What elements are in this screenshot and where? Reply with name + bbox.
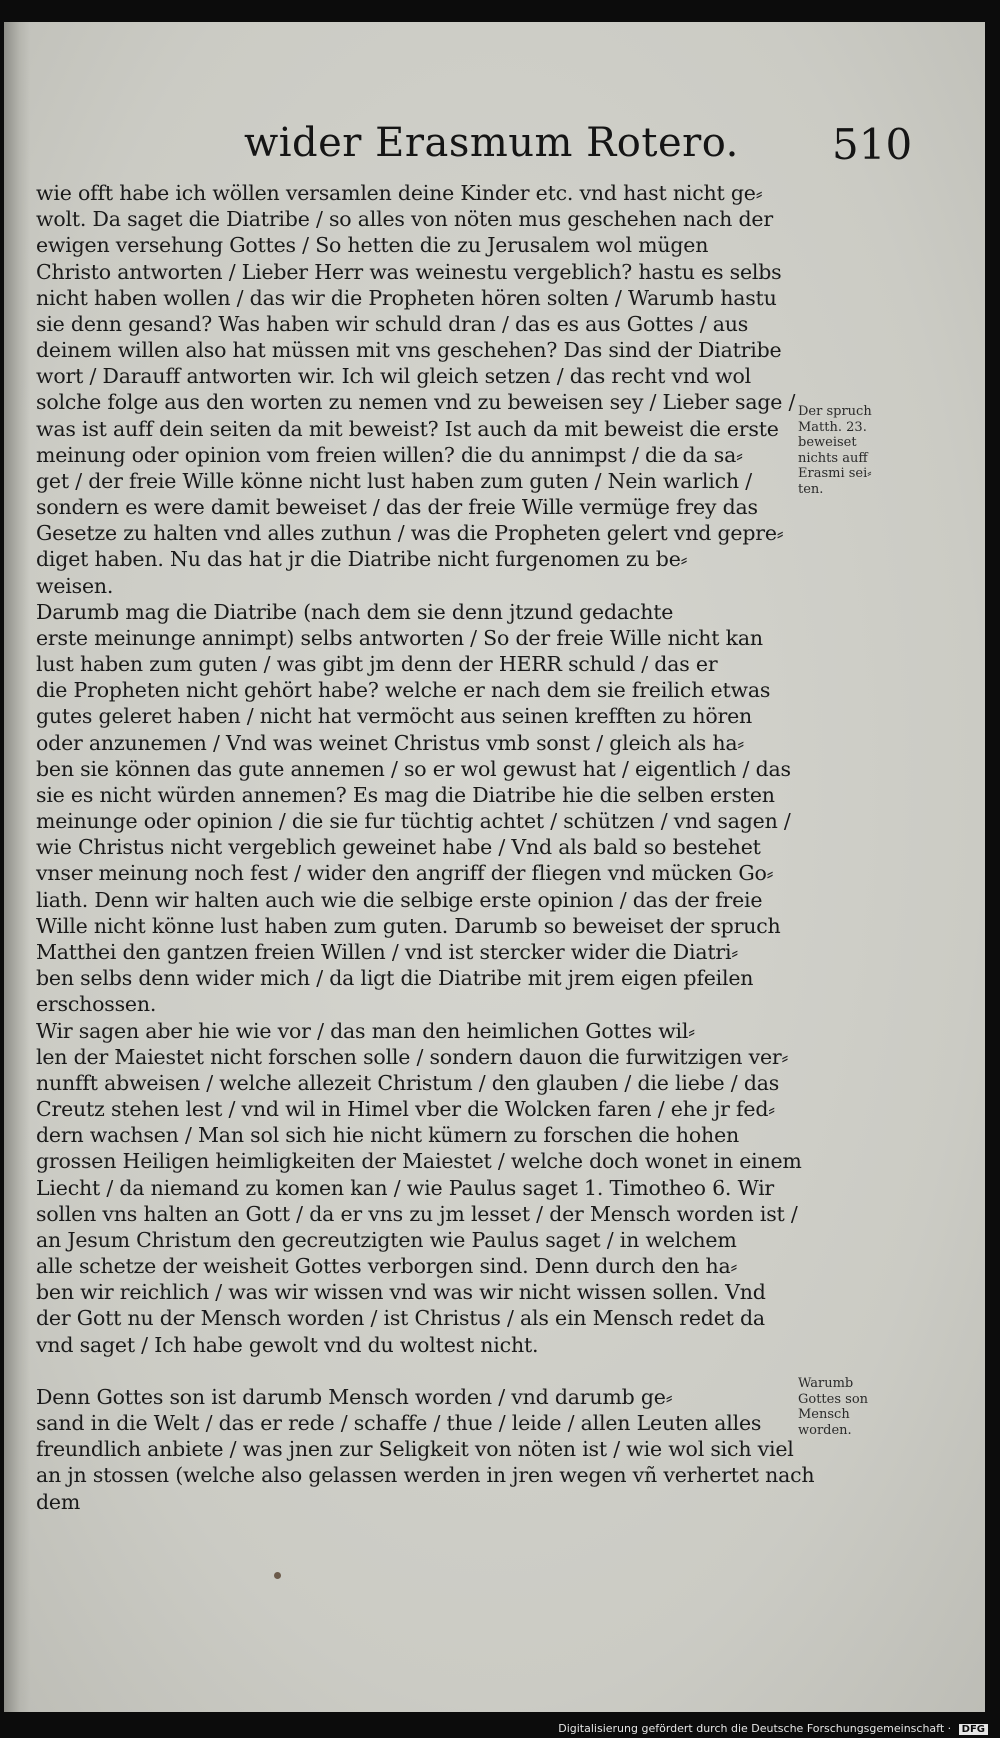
paper-stain (274, 1572, 281, 1579)
text-line: der Gott nu der Mensch worden / ist Christus / als ein Mensch redet da (36, 1306, 765, 1331)
text-line: sollen vns halten an Gott / da er vns zu jm lesset / der Mensch worden ist / (36, 1201, 798, 1226)
text-line: ewigen versehung Gottes / So hetten die zu Jerusalem wol mügen (36, 233, 709, 258)
marginal-note-line: ten. (798, 481, 824, 497)
text-line: meinunge oder opinion / die sie fur tüchtig achtet / schützen / vnd sagen / (36, 809, 791, 834)
text-line: wie offt habe ich wöllen versamlen deine Kinder etc. vnd hast nicht ge⸗ (36, 181, 763, 205)
marginal-note-line: Matth. 23. (798, 419, 867, 435)
text-line: erschossen. (36, 992, 157, 1017)
page-gutter (4, 22, 30, 1712)
text-line: Denn Gottes son ist darumb Mensch worden / vnd darumb ge⸗ (36, 1384, 673, 1409)
text-line: sie es nicht würden annemen? Es mag die Diatribe hie die selben ersten (36, 782, 775, 807)
text-line: lust haben zum guten / was gibt jm denn der HERR schuld / das er (36, 652, 718, 677)
marginal-note-2 (798, 1376, 898, 1438)
text-line: nunfft abweisen / welche allezeit Christum / den glauben / die liebe / das (36, 1070, 780, 1095)
text-line: wort / Darauff antworten wir. Ich wil gleich setzen / das recht vnd wol (36, 364, 751, 389)
page-number: 510 (832, 120, 913, 169)
text-line: gutes geleret haben / nicht hat vermöcht aus seinen krefften zu hören (36, 704, 753, 729)
text-line: nicht haben wollen / das wir die Propheten hören solten / Warumb hastu (36, 285, 777, 310)
text-line: deinem willen also hat müssen mit vns geschehen? Das sind der Diatribe (36, 338, 782, 363)
marginal-note-line: worden. (798, 1422, 852, 1438)
text-line: was ist auff dein seiten da mit beweist? Ist auch da mit beweist die erste (36, 416, 779, 441)
marginal-note-line: nichts auff (798, 450, 868, 466)
marginal-note-line: Mensch (798, 1407, 850, 1422)
text-line: meinung oder opinion vom freien willen? die du annimpst / die da sa⸗ (36, 442, 743, 467)
text-line: sie denn gesand? Was haben wir schuld dran / das es aus Gottes / aus (36, 311, 749, 336)
footer-text: Digitalisierung gefördert durch die Deutsche Forschungsgemeinschaft · (558, 1722, 952, 1735)
text-line: weisen. (36, 573, 114, 598)
text-line: Gesetze zu halten vnd alles zuthun / was die Propheten gelert vnd gepre⸗ (36, 521, 784, 546)
text-line: erste meinunge annimpt) selbs antworten / So der freie Wille nicht kan (36, 625, 763, 650)
text-line: wolt. Da saget die Diatribe / so alles von nöten mus geschehen nach der (36, 207, 773, 232)
marginal-note-line: Der spruch (798, 404, 872, 419)
text-line: ben sie können das gute annemen / so er wol gewust hat / eigentlich / das (36, 756, 791, 781)
text-line: diget haben. Nu das hat jr die Diatribe nicht furgenomen zu be⸗ (36, 547, 688, 572)
text-line: Christo antworten / Lieber Herr was weinestu vergeblich? hastu es selbs (36, 259, 782, 284)
text-line: Creutz stehen lest / vnd wil in Himel vber die Wolcken faren / ehe jr fed⸗ (36, 1097, 775, 1122)
text-line: len der Maiestet nicht forschen solle / sondern dauon die furwitzigen ver⸗ (36, 1044, 789, 1069)
text-line: wie Christus nicht vergeblich geweinet habe / Vnd als bald so bestehet (36, 835, 761, 860)
text-line: dern wachsen / Man sol sich hie nicht kümern zu forschen die hohen (36, 1123, 739, 1148)
text-line: sondern es were damit beweiset / das der freie Wille vermüge frey das (36, 495, 758, 520)
marginal-note-line: Erasmi sei⸗ (798, 466, 872, 481)
text-line: Liecht / da niemand zu komen kan / wie Paulus saget 1. Timotheo 6. Wir (36, 1175, 775, 1200)
marginal-note-line: beweiset (798, 435, 857, 450)
text-line: Darumb mag die Diatribe (nach dem sie denn jtzund gedachte (36, 599, 674, 624)
text-line: alle schetze der weisheit Gottes verborgen sind. Denn durch den ha⸗ (36, 1254, 738, 1279)
text-line: dem (36, 1489, 81, 1514)
text-line: die Propheten nicht gehört habe? welche er nach dem sie freilich etwas (36, 678, 771, 703)
text-line: liath. Denn wir halten auch wie die selbige erste opinion / das der freie (36, 887, 763, 912)
text-line: ben wir reichlich / was wir wissen vnd was wir nicht wissen sollen. Vnd (36, 1280, 766, 1305)
text-line: get / der freie Wille könne nicht lust haben zum guten / Nein warlich / (36, 468, 752, 493)
body-text (36, 180, 815, 1515)
text-line: Matthei den gantzen freien Willen / vnd ist stercker wider die Diatri⸗ (36, 939, 739, 964)
text-line: an Jesum Christum den gecreutzigten wie Paulus saget / in welchem (36, 1227, 737, 1252)
text-line: grossen Heiligen heimligkeiten der Maiestet / welche doch wonet in einem (36, 1149, 802, 1174)
book-page (4, 22, 985, 1712)
footer-credit (558, 1722, 988, 1735)
marginal-note-line: Warumb (798, 1376, 854, 1391)
text-line: oder anzunemen / Vnd was weinet Christus vmb sonst / gleich als ha⸗ (36, 730, 745, 755)
marginal-note-1 (798, 404, 898, 497)
text-line: vnser meinung noch fest / wider den angriff der fliegen vnd mücken Go⸗ (36, 861, 774, 886)
running-header: wider Erasmum Rotero. (244, 120, 739, 166)
text-line: vnd saget / Ich habe gewolt vnd du woltest nicht. (36, 1332, 539, 1357)
text-line: an jn stossen (welche also gelassen werden in jren wegen vñ verhertet nach (36, 1463, 815, 1488)
dfg-logo: DFG (959, 1724, 988, 1735)
text-line: Wir sagen aber hie wie vor / das man den heimlichen Gottes wil⸗ (36, 1018, 695, 1043)
marginal-note-line: Gottes son (798, 1391, 869, 1407)
text-line: freundlich anbiete / was jnen zur Seligkeit von nöten ist / wie wol sich viel (36, 1437, 794, 1462)
text-line: sand in die Welt / das er rede / schaffe / thue / leide / allen Leuten alles (36, 1411, 762, 1436)
text-line: ben selbs denn wider mich / da ligt die Diatribe mit jrem eigen pfeilen (36, 966, 754, 991)
text-line: solche folge aus den worten zu nemen vnd zu beweisen sey / Lieber sage / (36, 390, 796, 415)
text-line: Wille nicht könne lust haben zum guten. Darumb so beweiset der spruch (36, 913, 781, 938)
text-line (36, 1358, 796, 1384)
